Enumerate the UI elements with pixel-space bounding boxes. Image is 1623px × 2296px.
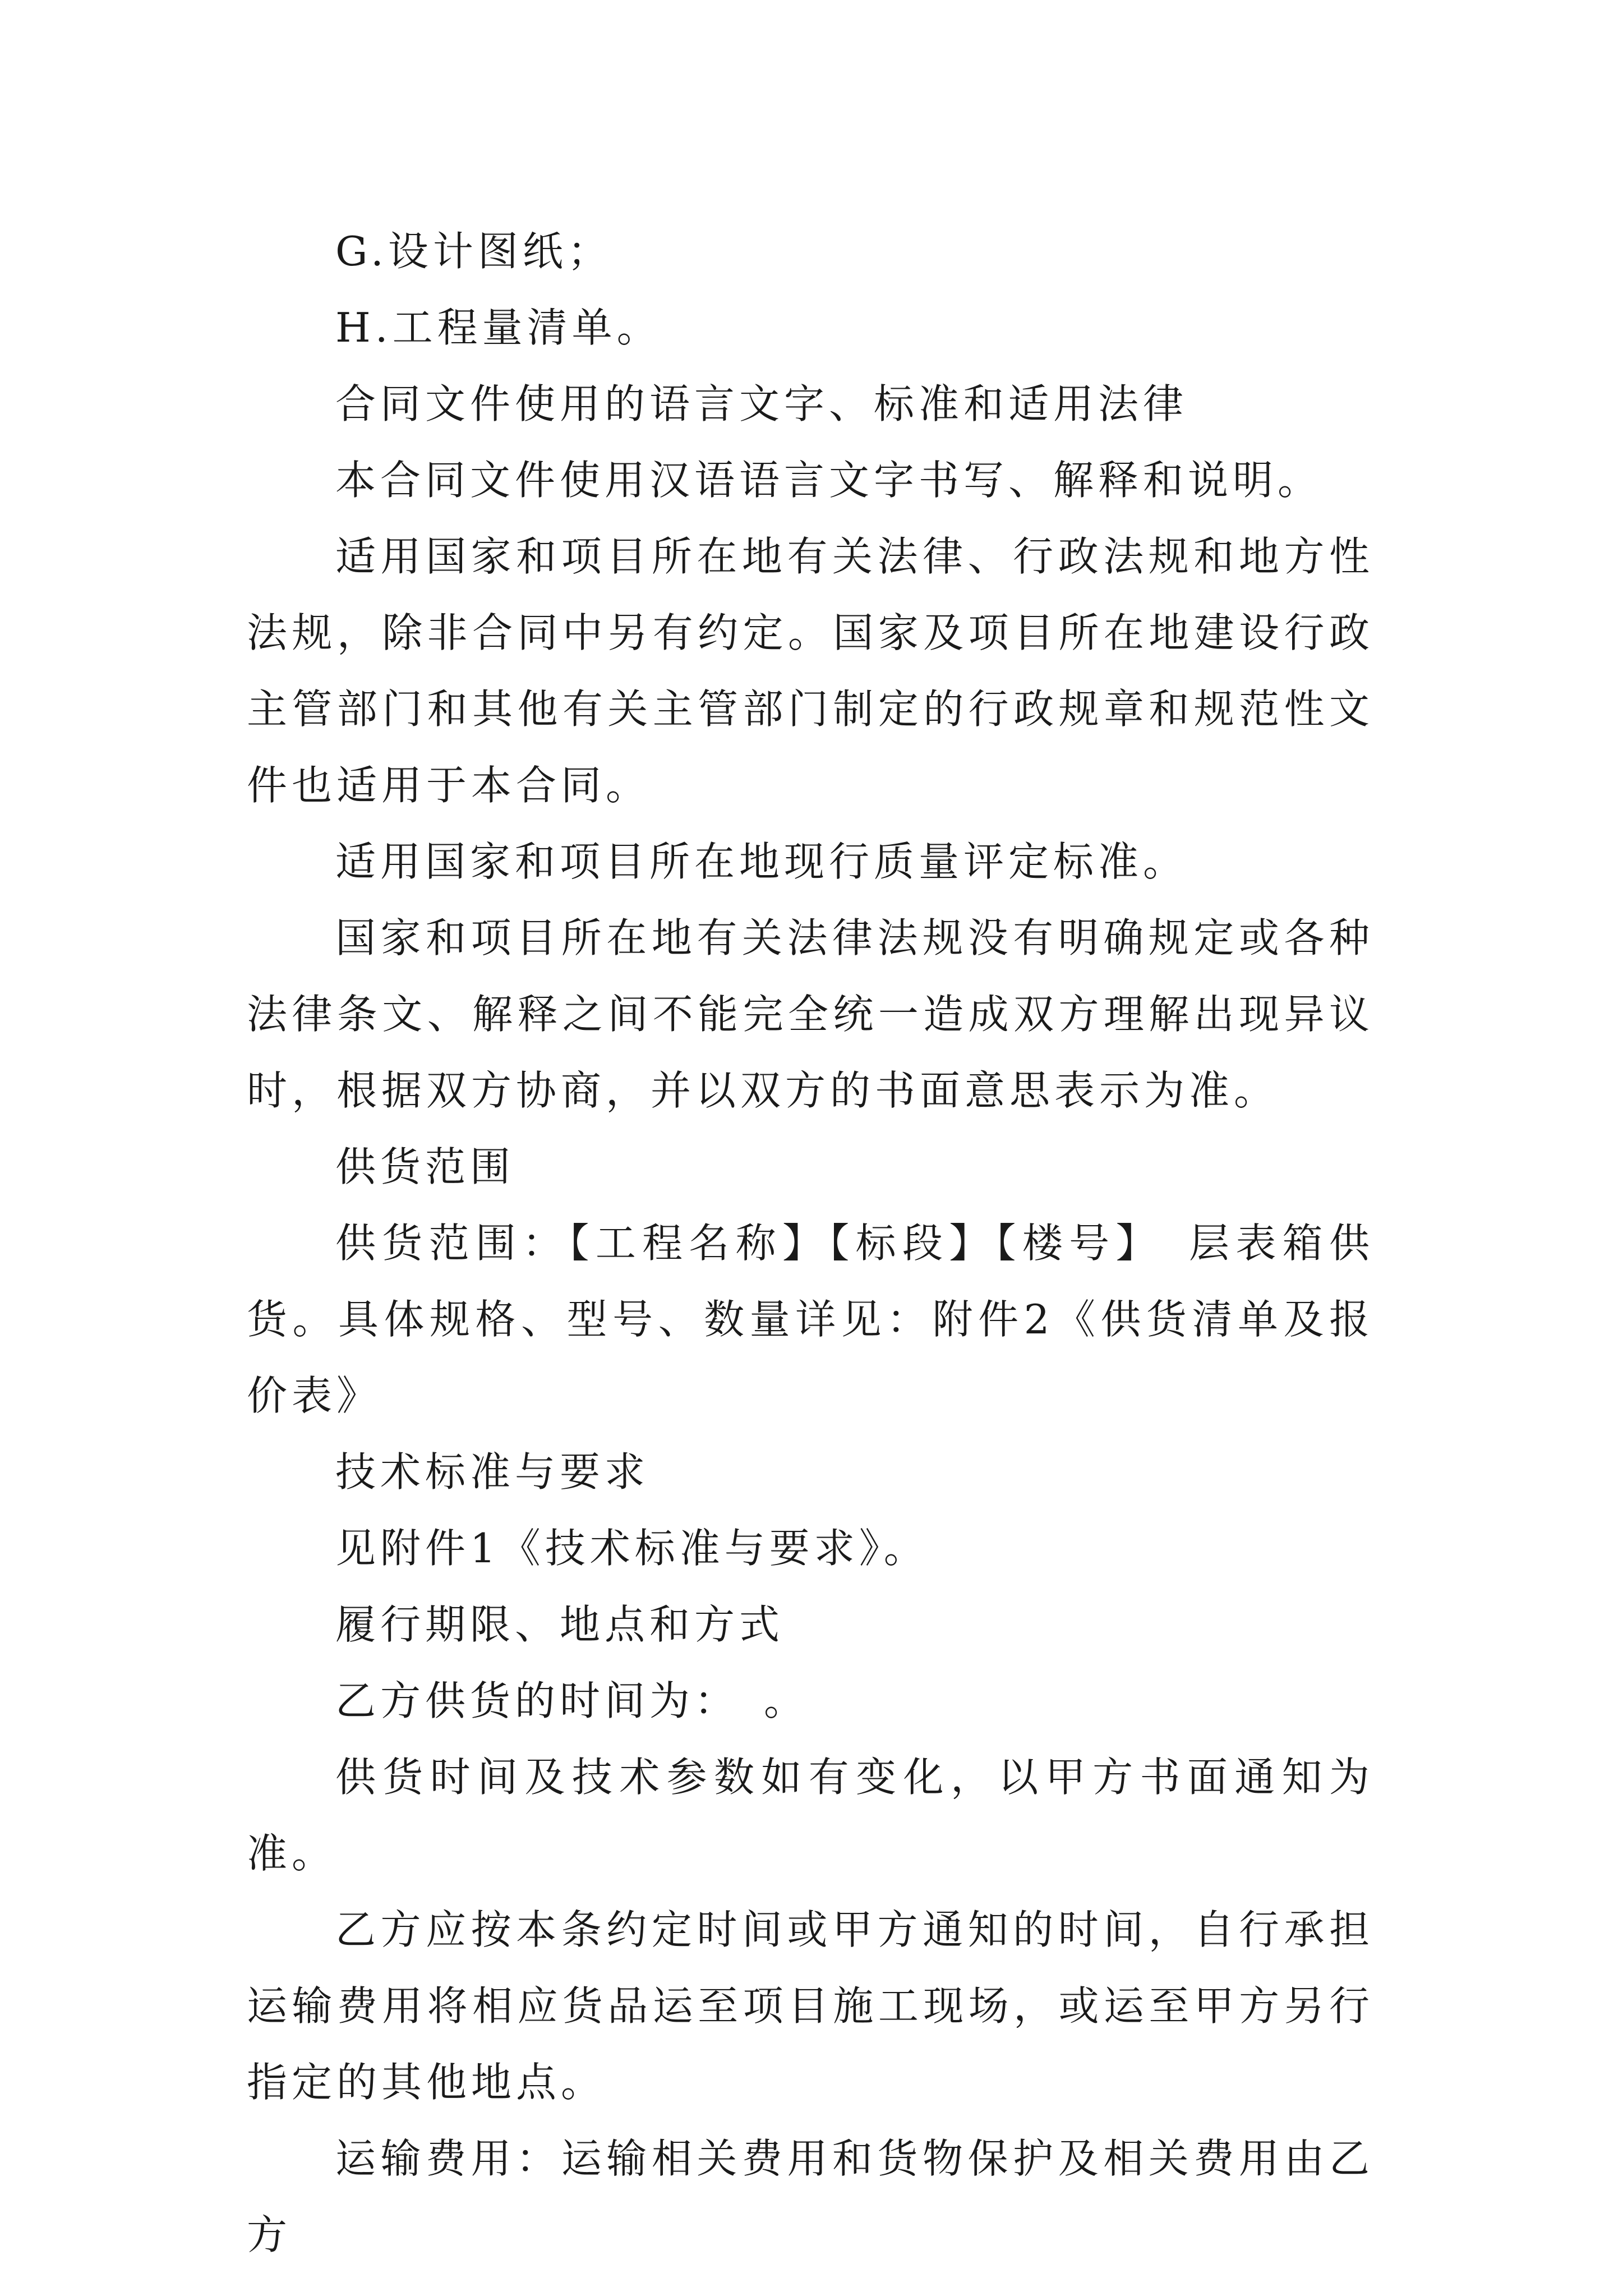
section-heading-performance: 履行期限、地点和方式 bbox=[335, 1601, 785, 1648]
paragraph-item-g-drawings: G.设计图纸； bbox=[335, 228, 612, 275]
paragraph-applicable-laws: 适用国家和项目所在地有关法律、行政法规和地方性法规，除非合同中另有约定。国家及项目所在地建设行政主管部门和其他有关主管部门制定的行政规章和规范性文件也适用于本合同。 bbox=[247, 533, 1374, 809]
paragraph-item-h-bill-of-quantities: H.工程量清单。 bbox=[335, 304, 662, 351]
paragraph-dispute-interpretation: 国家和项目所在地有关法律法规没有明确规定或各种法律条文、解释之间不能完全统一造成双方理解出现异议时，根据双方协商，并以双方的书面意思表示为准。 bbox=[247, 914, 1374, 1114]
paragraph-supply-changes: 供货时间及技术参数如有变化，以甲方书面通知为准。 bbox=[247, 1754, 1374, 1877]
document-body bbox=[247, 213, 1374, 2273]
paragraph-transport-costs: 运输费用：运输相关费用和货物保护及相关费用由乙方 bbox=[247, 2135, 1374, 2258]
paragraph-quality-standards: 适用国家和项目所在地现行质量评定标准。 bbox=[335, 838, 1188, 885]
paragraph-delivery: 乙方应按本条约定时间或甲方通知的时间，自行承担运输费用将相应货品运至项目施工现场，或运至甲方另行指定的其他地点。 bbox=[247, 1906, 1374, 2106]
section-heading-language-law: 合同文件使用的语言文字、标准和适用法律 bbox=[335, 380, 1188, 427]
paragraph-supply-time: 乙方供货的时间为： 。 bbox=[335, 1677, 809, 1724]
paragraph-language: 本合同文件使用汉语语言文字书写、解释和说明。 bbox=[335, 457, 1323, 504]
section-heading-technical-standards: 技术标准与要求 bbox=[335, 1448, 650, 1496]
paragraph-supply-scope: 供货范围：【工程名称】【标段】【楼号】 层表箱供货。具体规格、型号、数量详见：附件2《供货清单及报价表》 bbox=[247, 1220, 1374, 1419]
paragraph-technical-standards-ref: 见附件1《技术标准与要求》。 bbox=[335, 1525, 929, 1572]
section-heading-supply-scope: 供货范围 bbox=[335, 1143, 515, 1190]
